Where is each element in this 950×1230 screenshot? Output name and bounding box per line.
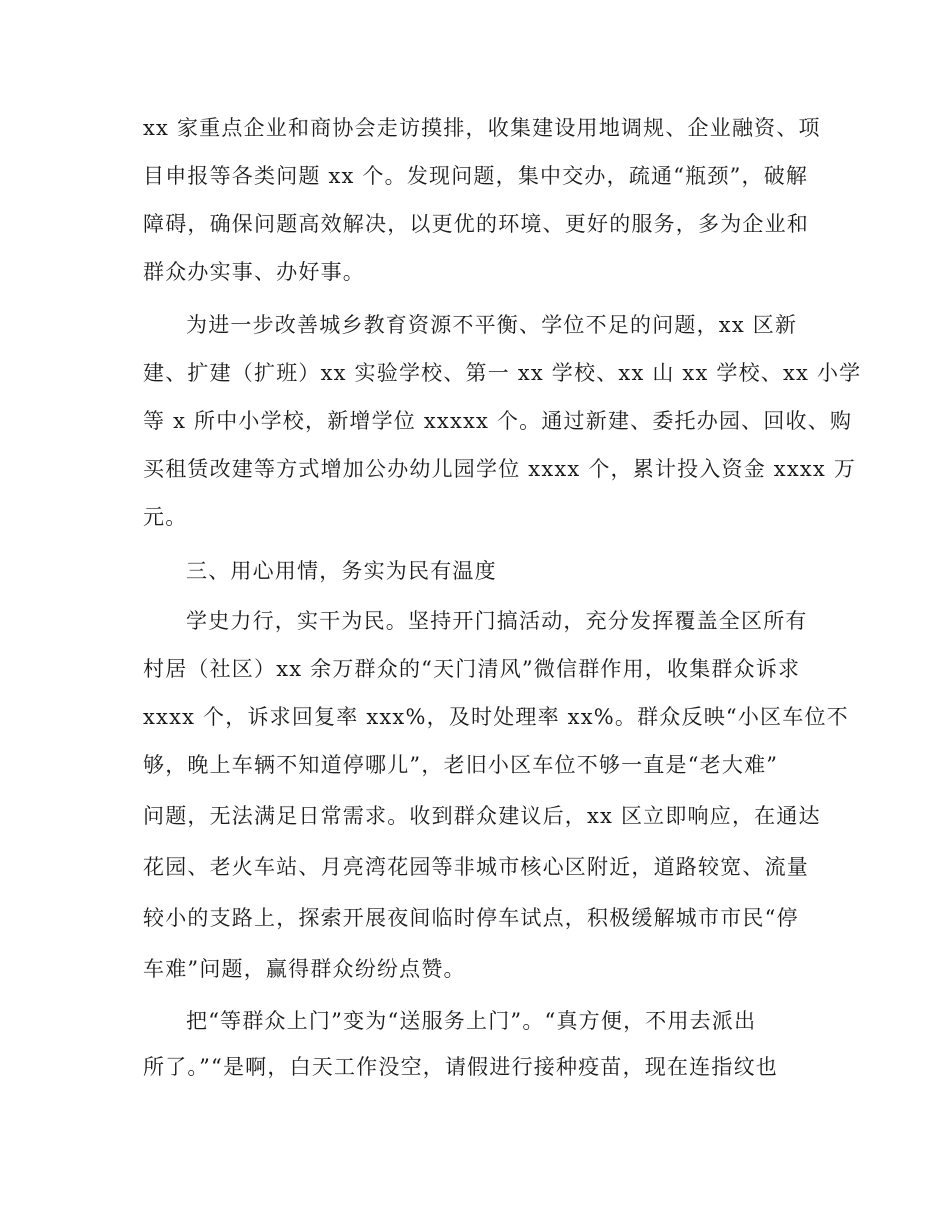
text-line: 问题，无法满足日常需求。收到群众建议后，xx 区立即响应，在通达 xyxy=(143,804,821,828)
section-heading: 三、用心用情，务实为民有温度 xyxy=(186,559,497,583)
text-line: 花园、老火车站、月亮湾花园等非城市核心区附近，道路较宽、流量 xyxy=(143,855,809,879)
text-line: 较小的支路上，探索开展夜间临时停车试点，积极缓解城市市民“停 xyxy=(143,906,799,930)
text-line: 障碍，确保问题高效解决，以更优的环境、更好的服务，多为企业和 xyxy=(143,212,809,236)
text-line: 村居（社区）xx 余万群众的“天门清风”微信群作用，收集群众诉求 xyxy=(143,657,801,681)
text-line: 元。 xyxy=(143,505,188,529)
text-line: 学史力行，实干为民。坚持开门搞活动，充分发挥覆盖全区所有 xyxy=(186,609,808,633)
text-line: 群众办实事、办好事。 xyxy=(143,260,365,284)
text-line: 把“等群众上门”变为“送服务上门”。“真方便，不用去派出 xyxy=(186,1009,757,1033)
text-line: 建、扩建（扩班）xx 实验学校、第一 xx 学校、xx 山 xx 学校、xx 小学 xyxy=(143,361,862,385)
text-line: 车难”问题，赢得群众纷纷点赞。 xyxy=(143,957,466,981)
text-line: 目申报等各类问题 xx 个。发现问题，集中交办，疏通“瓶颈”，破解 xyxy=(143,164,809,188)
text-line: 买租赁改建等方式增加公办幼儿园学位 xxxx 个，累计投入资金 xxxx 万 xyxy=(143,457,857,481)
text-line: 所了。”“是啊，白天工作没空，请假进行接种疫苗，现在连指纹也 xyxy=(143,1055,778,1079)
text-line: 为进一步改善城乡教育资源不平衡、学位不足的问题，xx 区新 xyxy=(186,313,798,337)
text-line: 等 x 所中小学校，新增学位 xxxxx 个。通过新建、委托办园、回收、购 xyxy=(143,409,853,433)
text-line: xx 家重点企业和商协会走访摸排，收集建设用地调规、企业融资、项 xyxy=(143,116,821,140)
text-line: 够，晚上车辆不知道停哪儿”，老旧小区车位不够一直是“老大难” xyxy=(143,753,779,777)
text-line: xxxx 个，诉求回复率 xxx%，及时处理率 xx%。群众反映“小区车位不 xyxy=(143,705,849,729)
